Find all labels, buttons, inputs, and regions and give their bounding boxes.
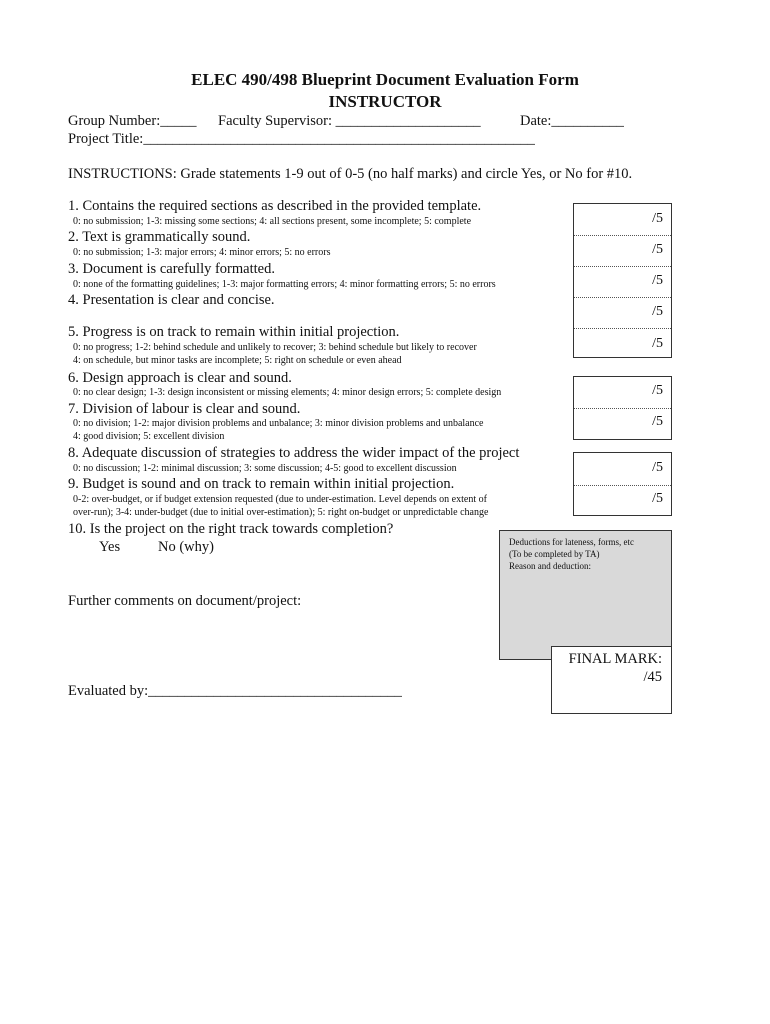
item-9-score[interactable]: /5 — [652, 491, 663, 506]
score-box-items-6-7 — [573, 376, 672, 440]
item-8-statement: 8. Adequate discussion of strategies to address the wider impact of the project — [68, 445, 520, 461]
item-9-statement: 9. Budget is sound and on track to remain within initial projection. — [68, 476, 455, 492]
score-box-items-8-9 — [573, 452, 672, 516]
item-1-score[interactable]: /5 — [652, 211, 663, 226]
item-1-statement: 1. Contains the required sections as described in the provided template. — [68, 198, 482, 214]
item-2-score[interactable]: /5 — [652, 242, 663, 257]
deductions-line-3: Reason and deduction: — [509, 561, 591, 571]
item-10-yes[interactable]: Yes — [99, 539, 121, 555]
item-5-statement: 5. Progress is on track to remain within initial projection. — [68, 324, 400, 340]
item-6-statement: 6. Design approach is clear and sound. — [68, 370, 292, 386]
deductions-box[interactable] — [499, 530, 672, 660]
item-3-statement: 3. Document is carefully formatted. — [68, 261, 275, 277]
item-6-rubric: 0: no clear design; 1-3: design inconsistent or missing elements; 4: minor design errors; 5: complete design — [73, 387, 502, 398]
item-10-no[interactable]: No (why) — [158, 539, 214, 555]
item-3-rubric: 0: none of the formatting guidelines; 1-3: major formatting errors; 4: minor formatting errors; 5: no errors — [73, 279, 496, 290]
final-mark-label: FINAL MARK: — [568, 651, 662, 667]
item-1-rubric: 0: no submission; 1-3: missing some sections; 4: all sections present, some incomplete; 5: complete — [73, 216, 472, 227]
faculty-supervisor-field: Faculty Supervisor: ____________________ — [218, 113, 481, 129]
deductions-line-1: Deductions for lateness, forms, etc — [509, 537, 634, 547]
item-8-score[interactable]: /5 — [652, 460, 663, 475]
item-3-score[interactable]: /5 — [652, 273, 663, 288]
item-5-rubric-1: 0: no progress; 1-2: behind schedule and unlikely to recover; 3: behind schedule but likely to recover — [73, 342, 477, 353]
form-title: ELEC 490/498 Blueprint Document Evaluation Form — [191, 70, 579, 89]
deductions-line-2: (To be completed by TA) — [509, 549, 600, 559]
item-4-score[interactable]: /5 — [652, 304, 663, 319]
item-2-statement: 2. Text is grammatically sound. — [68, 229, 251, 245]
item-2-rubric: 0: no submission; 1-3: major errors; 4: minor errors; 5: no errors — [73, 247, 331, 258]
item-10-statement: 10. Is the project on the right track towards completion? — [68, 521, 394, 537]
item-9-rubric-1: 0-2: over-budget, or if budget extension requested (due to under-estimation. Level depends on extent of — [73, 494, 487, 505]
item-5-score[interactable]: /5 — [652, 336, 663, 351]
item-7-statement: 7. Division of labour is clear and sound. — [68, 401, 301, 417]
comments-label: Further comments on document/project: — [68, 593, 302, 609]
evaluated-by-field: Evaluated by:___________________________________ — [68, 683, 402, 699]
item-9-rubric-2: over-run); 3-4: under-budget (due to initial over-estimation); 5: right on-budget or unpredictable change — [73, 507, 489, 518]
item-7-rubric-1: 0: no division; 1-2: major division problems and unbalance; 3: minor division problems and unbalance — [73, 418, 484, 429]
date-field: Date:__________ — [520, 113, 624, 129]
form-subtitle: INSTRUCTOR — [328, 92, 442, 111]
instructions: INSTRUCTIONS: Grade statements 1-9 out of 0-5 (no half marks) and circle Yes, or No for #10. — [68, 166, 633, 182]
item-6-score[interactable]: /5 — [652, 383, 663, 398]
item-4-statement: 4. Presentation is clear and concise. — [68, 292, 275, 308]
item-7-score[interactable]: /5 — [652, 414, 663, 429]
project-title-field: Project Title:______________________________________________________ — [68, 131, 535, 147]
final-mark-value: /45 — [643, 669, 662, 685]
score-box-items-1-4 — [573, 203, 672, 358]
item-8-rubric: 0: no discussion; 1-2: minimal discussion; 3: some discussion; 4-5: good to excellent discussion — [73, 463, 457, 474]
item-7-rubric-2: 4: good division; 5: excellent division — [73, 431, 225, 442]
group-number-field: Group Number:_____ — [68, 113, 197, 129]
final-mark-box[interactable] — [551, 646, 672, 714]
item-5-rubric-2: 4: on schedule, but minor tasks are incomplete; 5: right on schedule or even ahead — [73, 355, 402, 366]
